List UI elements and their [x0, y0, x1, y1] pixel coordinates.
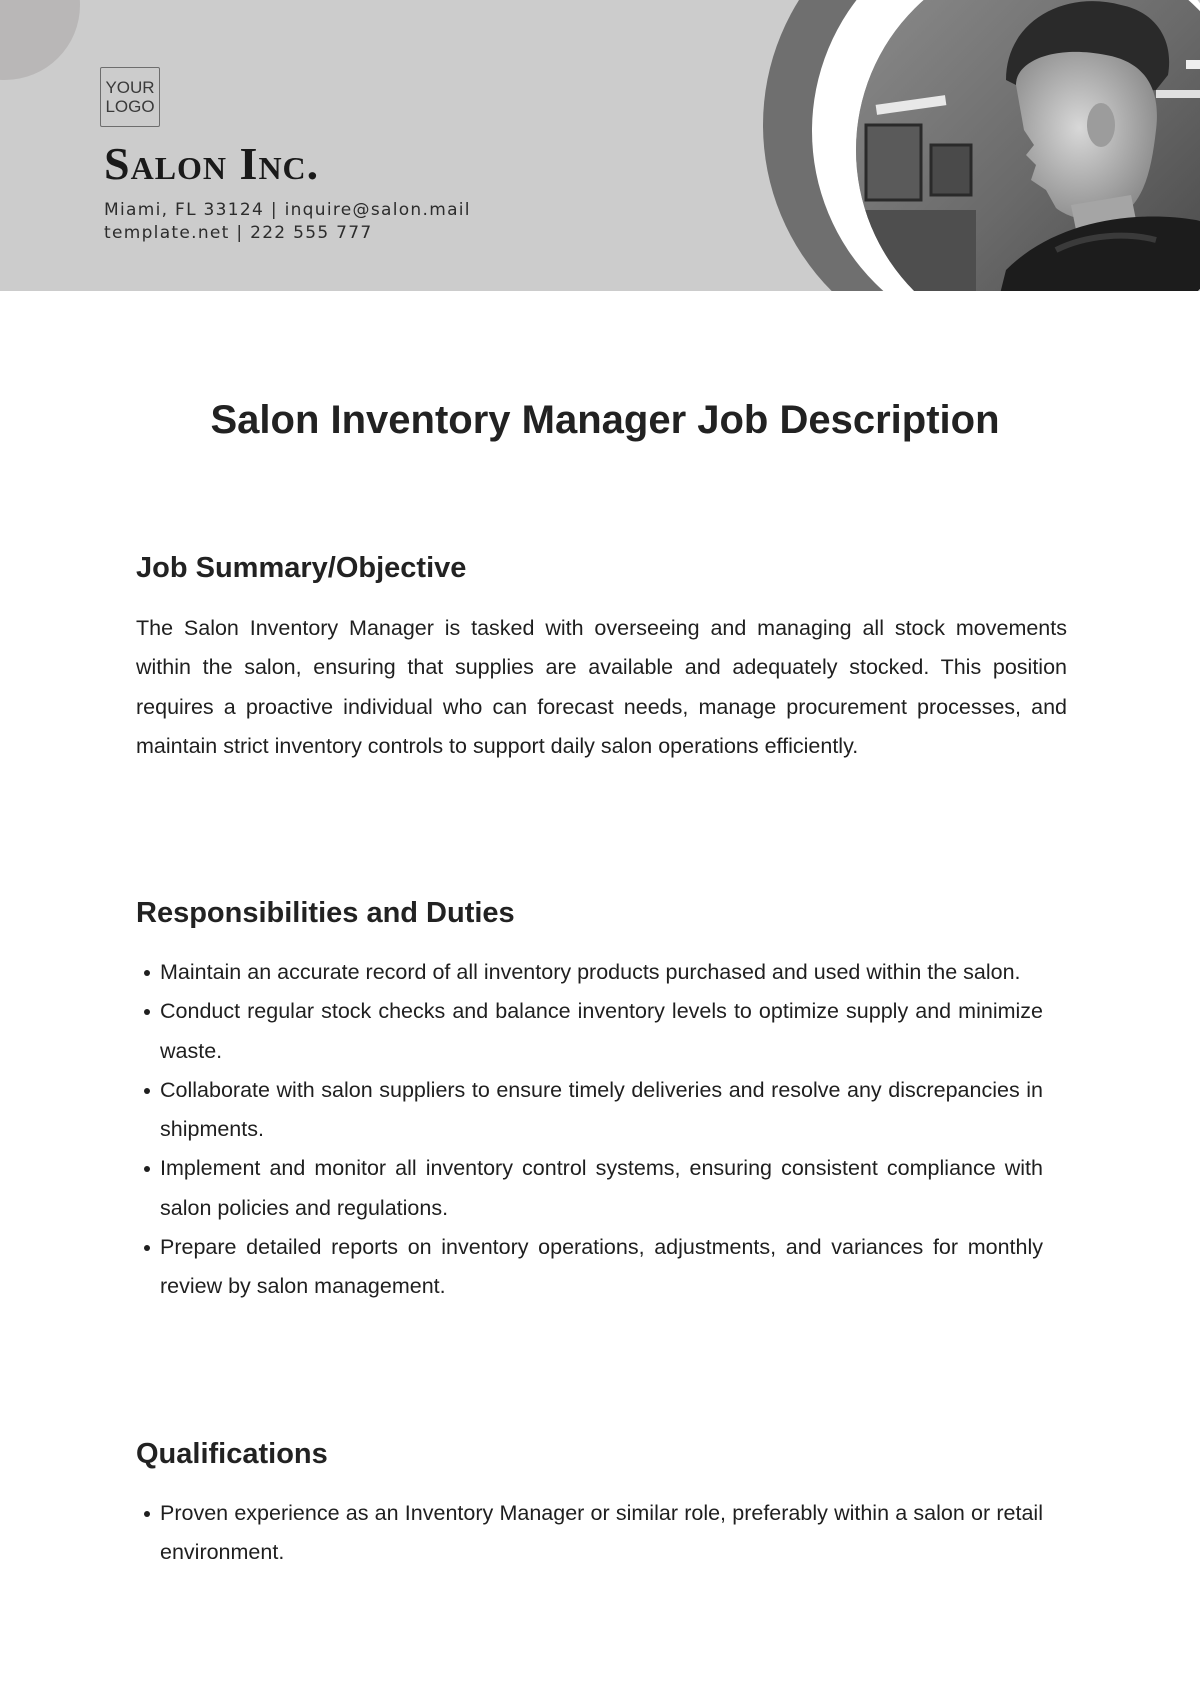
company-logo [100, 67, 160, 127]
decorative-corner-circle [0, 0, 80, 80]
list-item: Maintain an accurate record of all inventory products purchased and used within the salon. [136, 953, 1043, 992]
responsibilities-list [136, 953, 1043, 1307]
list-item: Implement and monitor all inventory control systems, ensuring consistent compliance with salon policies and regulations. [136, 1149, 1043, 1228]
summary-paragraph: The Salon Inventory Manager is tasked with overseeing and managing all stock movements within the salon, ensuring that supplies are available and adequately stocked. This position requires a proactive individual who can forecast needs, manage procurement processes, and maintain strict inventory controls to support daily salon operations efficiently. [136, 616, 1067, 758]
contact-address-email: Miami, FL 33124 | inquire@salon.mail [104, 200, 471, 220]
contact-website-phone: template.net | 222 555 777 [104, 223, 373, 243]
section-heading-responsibilities: Responsibilities and Duties [136, 897, 515, 929]
letterhead-header [0, 0, 1200, 291]
barber-client-photo [856, 0, 1200, 291]
section-heading-summary: Job Summary/Objective [136, 552, 467, 584]
photo-illustration [856, 0, 1200, 291]
section-heading-qualifications: Qualifications [136, 1438, 328, 1470]
qualifications-list [136, 1494, 1043, 1573]
list-item: Proven experience as an Inventory Manager or similar role, preferably within a salon or retail environment. [136, 1494, 1043, 1573]
document-title: Salon Inventory Manager Job Description [210, 398, 1000, 442]
list-item: Conduct regular stock checks and balance inventory levels to optimize supply and minimize waste. [136, 992, 1043, 1071]
list-item: Collaborate with salon suppliers to ensure timely deliveries and resolve any discrepancies in shipments. [136, 1071, 1043, 1150]
company-name: Salon Inc. [104, 138, 320, 189]
logo-text: YOUR LOGO [105, 78, 155, 116]
list-item: Prepare detailed reports on inventory operations, adjustments, and variances for monthly review by salon management. [136, 1228, 1043, 1307]
